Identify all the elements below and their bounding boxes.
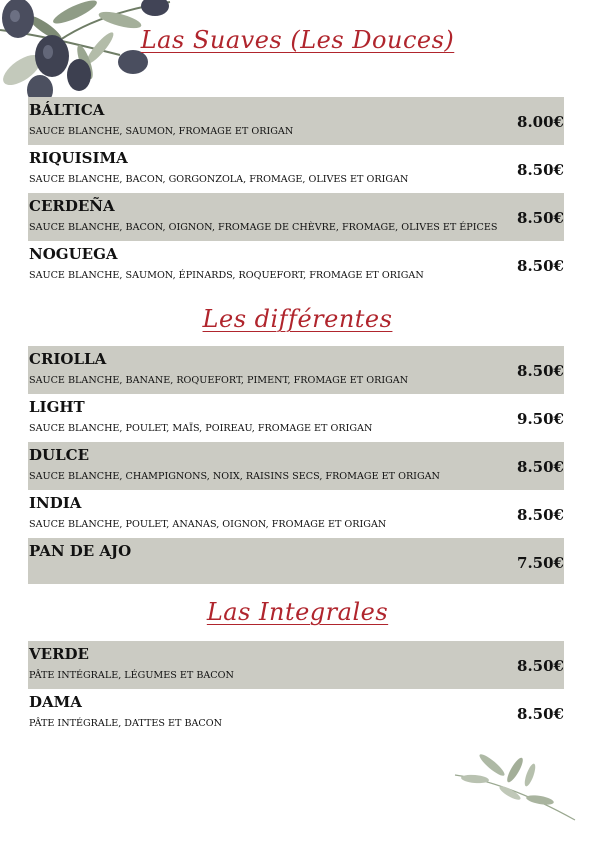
menu-item-verde	[28, 641, 564, 689]
item-price: 8.50€	[517, 657, 564, 675]
item-price: 7.50€	[517, 554, 564, 572]
item-name: DAMA	[29, 693, 82, 711]
item-name: BÁLTICA	[29, 101, 105, 119]
item-description: SAUCE BLANCHE, BACON, GORGONZOLA, FROMAGE, OLIVES ET ORIGAN	[29, 174, 409, 185]
item-description: PÂTE INTÉGRALE, DATTES ET BACON	[29, 718, 223, 729]
item-description: SAUCE BLANCHE, SAUMON, FROMAGE ET ORIGAN	[29, 126, 294, 137]
item-description: SAUCE BLANCHE, POULET, MAÏS, POIREAU, FROMAGE ET ORIGAN	[29, 423, 373, 434]
item-description: SAUCE BLANCHE, SAUMON, ÉPINARDS, ROQUEFORT, FROMAGE ET ORIGAN	[29, 270, 424, 281]
menu-item-criolla	[28, 346, 564, 394]
item-price: 8.50€	[517, 705, 564, 723]
menu-item-riquisima	[28, 145, 564, 193]
item-description: SAUCE BLANCHE, BANANE, ROQUEFORT, PIMENT, FROMAGE ET ORIGAN	[29, 375, 409, 386]
menu-item-pan-de-ajo	[28, 538, 564, 584]
item-price: 8.50€	[517, 506, 564, 524]
item-description: SAUCE BLANCHE, BACON, OIGNON, FROMAGE DE CHÈVRE, FROMAGE, OLIVES ET ÉPICES	[29, 222, 498, 233]
menu-item-cerdena	[28, 193, 564, 241]
item-name: CRIOLLA	[29, 350, 107, 368]
item-name: LIGHT	[29, 398, 85, 416]
menu-item-noguega	[28, 241, 564, 289]
item-price: 8.50€	[517, 458, 564, 476]
item-price: 9.50€	[517, 410, 564, 428]
section-title-suaves: Las Suaves (Les Douces)	[140, 26, 455, 54]
item-price: 8.50€	[517, 209, 564, 227]
item-name: CERDEÑA	[29, 197, 115, 215]
menu-item-dama	[28, 689, 564, 737]
item-description: SAUCE BLANCHE, CHAMPIGNONS, NOIX, RAISINS SECS, FROMAGE ET ORIGAN	[29, 471, 440, 482]
item-description: PÂTE INTÉGRALE, LÉGUMES ET BACON	[29, 670, 234, 681]
menu-item-dulce	[28, 442, 564, 490]
section-title-differentes: Les différentes	[202, 305, 393, 333]
item-price: 8.50€	[517, 362, 564, 380]
section-title-integrales: Las Integrales	[206, 598, 389, 626]
item-name: NOGUEGA	[29, 245, 118, 263]
leaf-sprig-icon	[450, 745, 580, 825]
item-name: PAN DE AJO	[29, 542, 132, 560]
item-name: DULCE	[29, 446, 90, 464]
item-price: 8.00€	[517, 113, 564, 131]
item-name: VERDE	[29, 645, 89, 663]
menu-item-light	[28, 394, 564, 442]
menu-item-baltica	[28, 97, 564, 145]
item-name: RIQUISIMA	[29, 149, 128, 167]
item-price: 8.50€	[517, 257, 564, 275]
menu-item-india	[28, 490, 564, 538]
item-name: INDIA	[29, 494, 82, 512]
olive-branch-icon	[0, 0, 190, 110]
item-price: 8.50€	[517, 161, 564, 179]
item-description: SAUCE BLANCHE, POULET, ANANAS, OIGNON, FROMAGE ET ORIGAN	[29, 519, 387, 530]
